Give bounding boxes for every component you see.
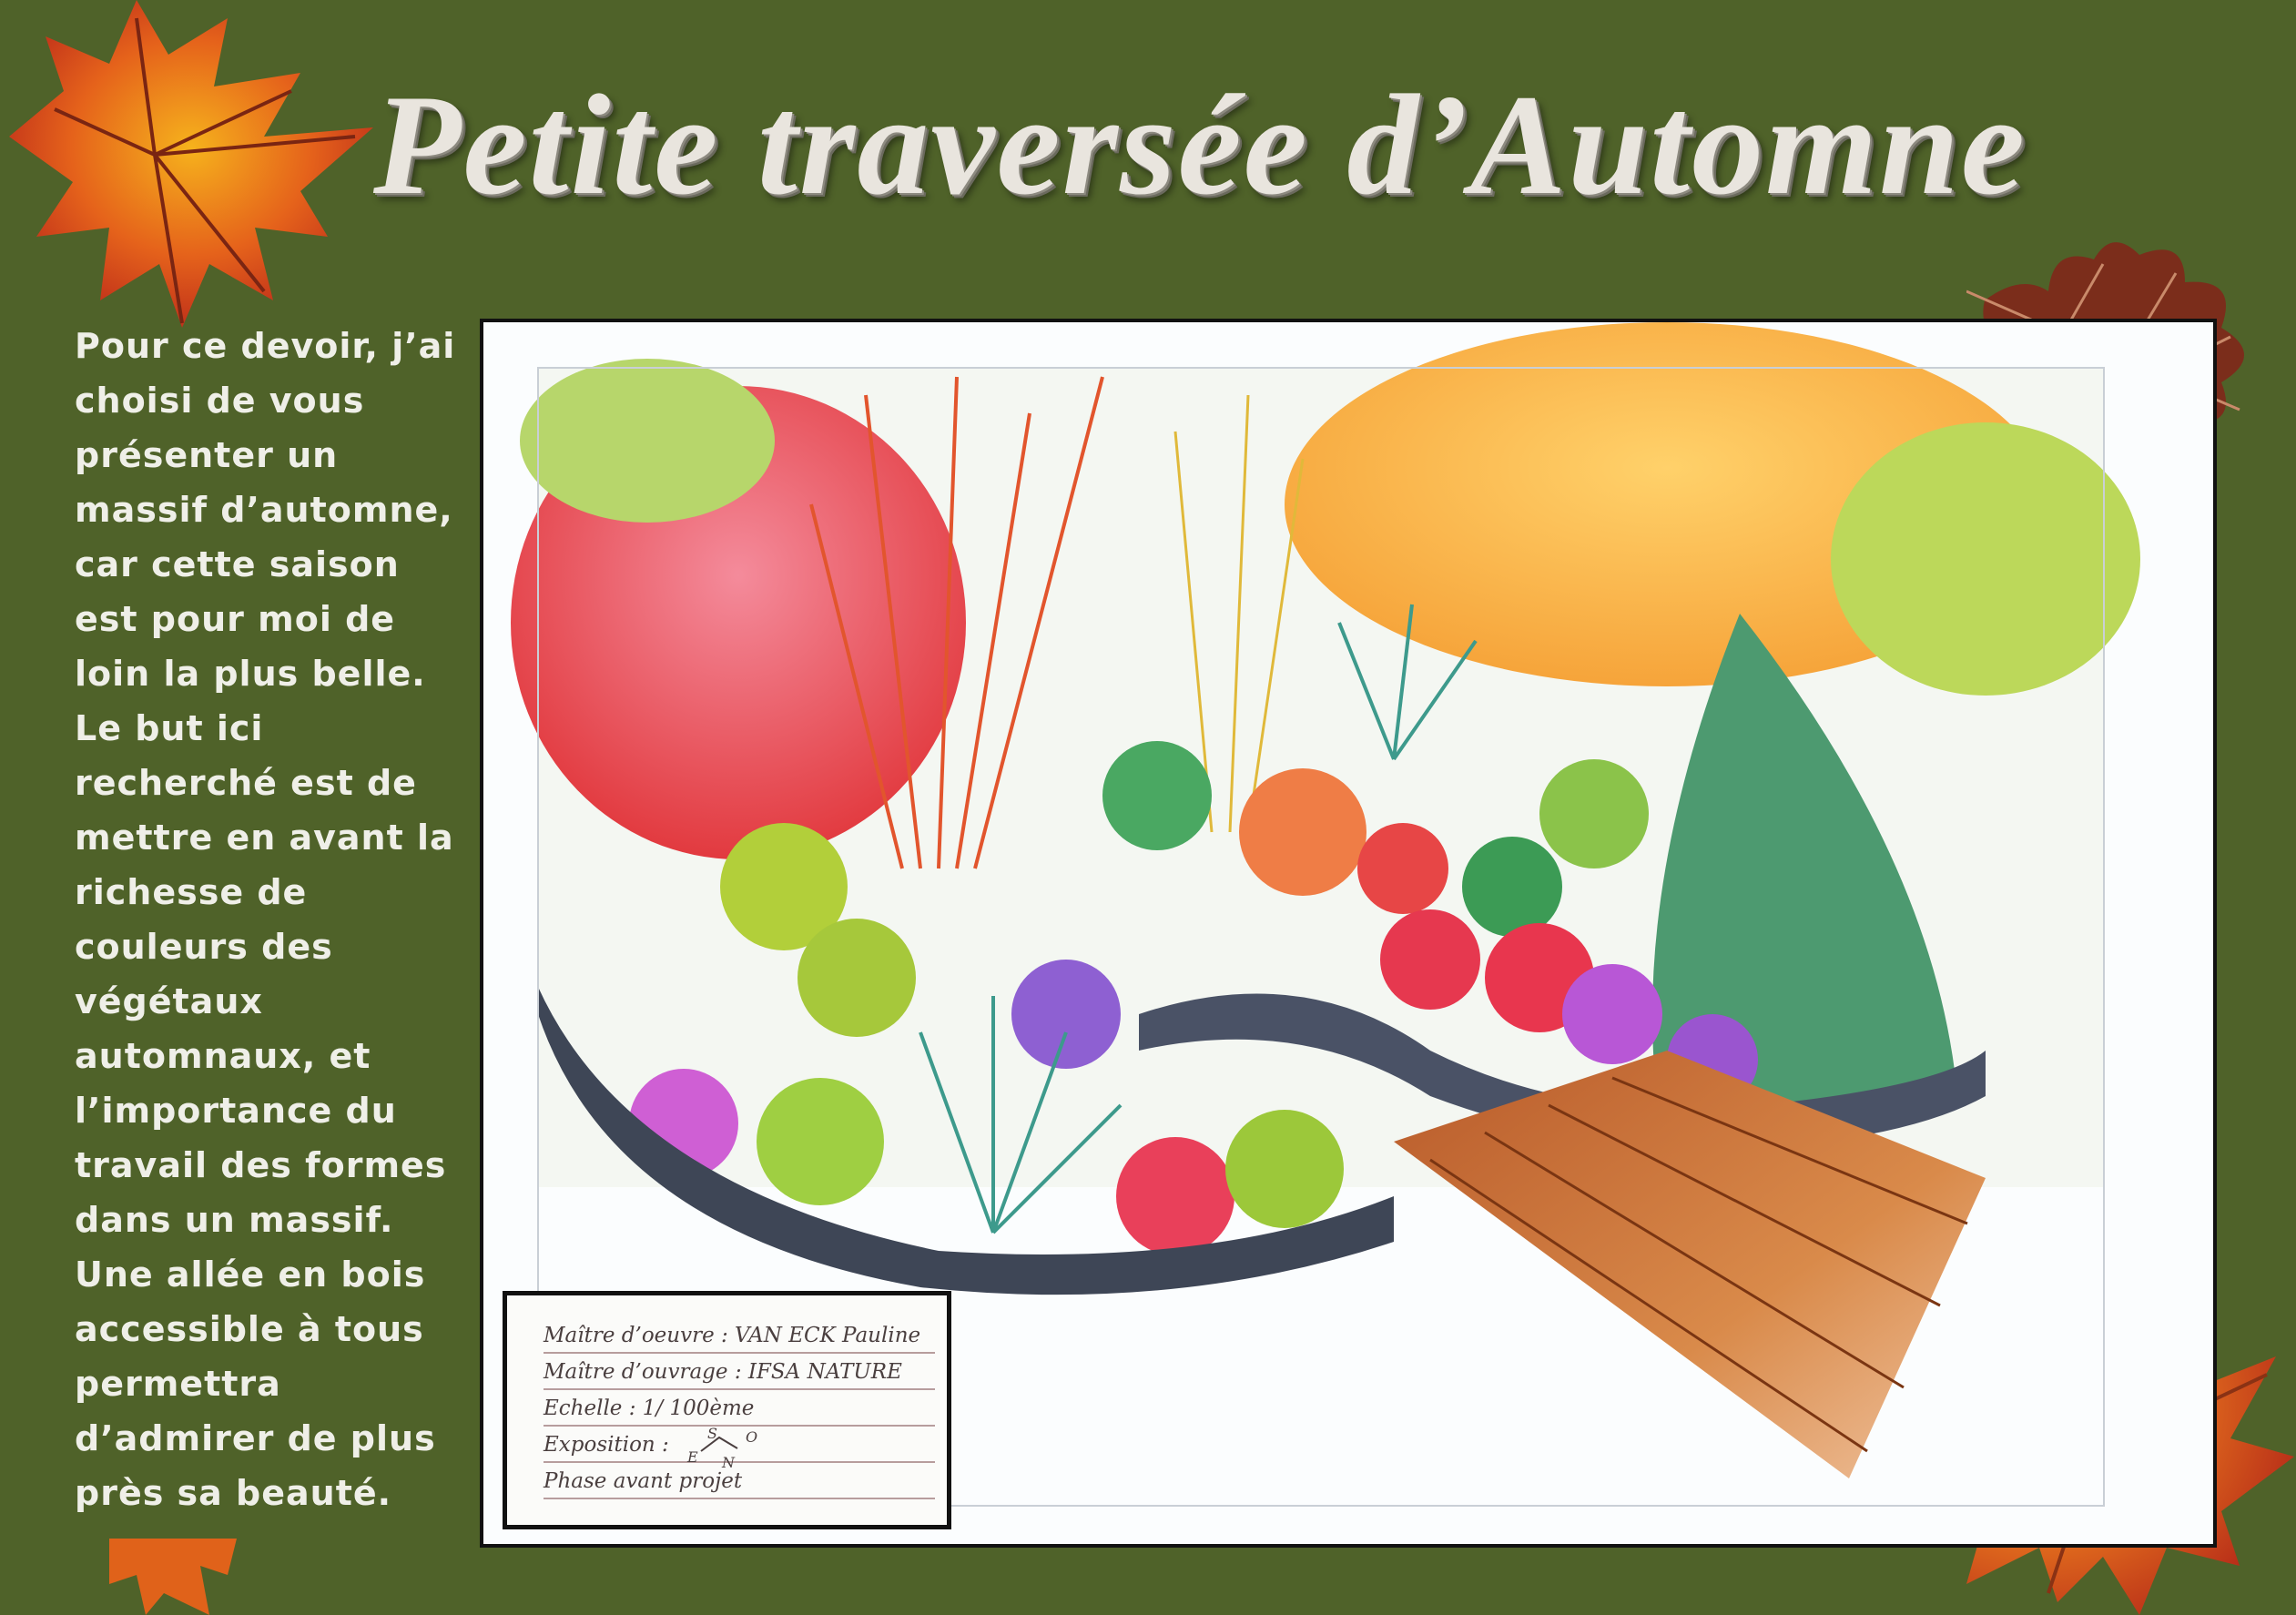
phase-label: Phase avant projet <box>544 1465 935 1499</box>
page-title: Petite traversée d’Automne <box>373 66 2027 225</box>
compass-n: N <box>722 1454 735 1471</box>
maitre-oeuvre-label: Maître d’oeuvre : VAN ECK Pauline <box>544 1319 935 1354</box>
compass-o: O <box>746 1428 758 1446</box>
exposition-row <box>544 1425 935 1471</box>
exposition-label: Exposition : <box>544 1433 669 1457</box>
maple-leaf-icon <box>109 1539 237 1615</box>
title-block <box>503 1291 951 1529</box>
compass-icon <box>680 1416 789 1471</box>
echelle-label: Echelle : 1/ 100ème <box>544 1392 935 1427</box>
compass-s: S <box>707 1425 717 1442</box>
compass-e: E <box>687 1448 698 1466</box>
description-text: Pour ce devoir, j’ai choisi de vous présenter un massif d’automne, car cette saison est pour moi de loin la plus belle. Le but ici recherché est de mettre en avant la richesse de couleurs des végétaux automnaux, et l’importance du travail des formes dans un massif. Une allée en bois accessible à tous permettra d’admirer de plus près sa beauté. <box>75 326 456 1513</box>
maple-leaf-icon <box>0 0 391 337</box>
maitre-ouvrage-label: Maître d’ouvrage : IFSA NATURE <box>544 1356 935 1390</box>
